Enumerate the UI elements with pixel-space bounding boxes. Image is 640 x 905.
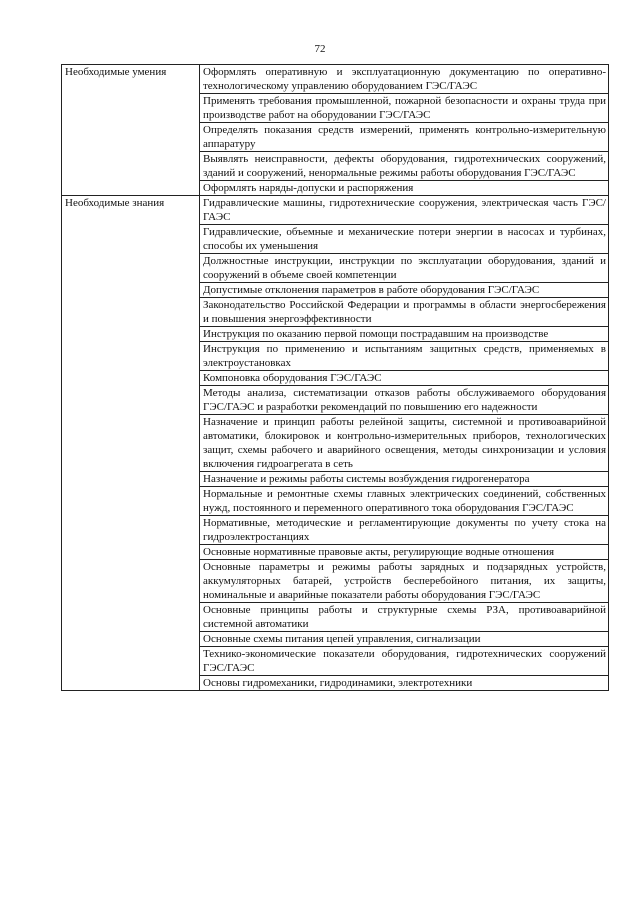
requirement-item: Компоновка оборудования ГЭС/ГАЭС — [200, 371, 609, 386]
requirement-item: Законодательство Российской Федерации и программы в области энергосбережения и повышения энергоэффективности — [200, 298, 609, 327]
page-number: 72 — [314, 43, 326, 55]
section-label: Необходимые знания — [62, 196, 200, 691]
requirement-item: Основные параметры и режимы работы зарядных и подзарядных устройств, аккумуляторных батарей, устройств бесперебойного питания, их защиты, номинальные и аварийные показатели работы оборудования ГЭС/ГАЭС — [200, 560, 609, 603]
requirement-item: Методы анализа, систематизации отказов работы обслуживаемого оборудования ГЭС/ГАЭС и разработки рекомендаций по повышению его надежности — [200, 386, 609, 415]
requirement-item: Гидравлические машины, гидротехнические сооружения, электрическая часть ГЭС/ГАЭС — [200, 196, 609, 225]
requirement-item: Определять показания средств измерений, применять контрольно-измерительную аппаратуру — [200, 123, 609, 152]
requirement-item: Основные схемы питания цепей управления, сигнализации — [200, 632, 609, 647]
requirement-item: Оформлять оперативную и эксплуатационную документацию по оперативно-технологическому управлению оборудованием ГЭС/ГАЭС — [200, 65, 609, 94]
requirement-item: Выявлять неисправности, дефекты оборудования, гидротехнических сооружений, зданий и сооружений, ненормальные режимы работы оборудования ГЭС/ГАЭС — [200, 152, 609, 181]
requirement-item: Применять требования промышленной, пожарной безопасности и охраны труда при производстве работ на оборудовании ГЭС/ГАЭС — [200, 94, 609, 123]
requirement-item: Основные нормативные правовые акты, регулирующие водные отношения — [200, 545, 609, 560]
requirement-item: Должностные инструкции, инструкции по эксплуатации оборудования, зданий и сооружений в объеме своей компетенции — [200, 254, 609, 283]
table-row — [62, 196, 609, 225]
requirement-item: Допустимые отклонения параметров в работе оборудования ГЭС/ГАЭС — [200, 283, 609, 298]
requirement-item: Инструкция по применению и испытаниям защитных средств, применяемых в электроустановках — [200, 342, 609, 371]
table-body — [62, 65, 609, 691]
requirement-item: Назначение и режимы работы системы возбуждения гидрогенератора — [200, 472, 609, 487]
requirement-item: Нормальные и ремонтные схемы главных электрических соединений, собственных нужд, постоянного и переменного оперативного тока оборудования ГЭС/ГАЭС — [200, 487, 609, 516]
requirements-table — [61, 64, 609, 691]
requirement-item: Назначение и принцип работы релейной защиты, системной и противоаварийной автоматики, блокировок и контрольно-измерительных приборов, технологических защит, схемы рабочего и аварийного освещения, методы синхронизации и условия включения гидроагрегата в сеть — [200, 415, 609, 472]
requirement-item: Основные принципы работы и структурные схемы РЗА, противоаварийной системной автоматики — [200, 603, 609, 632]
table-row — [62, 65, 609, 94]
requirement-item: Гидравлические, объемные и механические потери энергии в насосах и турбинах, способы их уменьшения — [200, 225, 609, 254]
requirement-item: Оформлять наряды-допуски и распоряжения — [200, 181, 609, 196]
requirement-item: Нормативные, методические и регламентирующие документы по учету стока на гидроэлектростанциях — [200, 516, 609, 545]
section-label: Необходимые умения — [62, 65, 200, 196]
requirement-item: Основы гидромеханики, гидродинамики, электротехники — [200, 676, 609, 691]
requirement-item: Инструкция по оказанию первой помощи пострадавшим на производстве — [200, 327, 609, 342]
requirement-item: Технико-экономические показатели оборудования, гидротехнических сооружений ГЭС/ГАЭС — [200, 647, 609, 676]
